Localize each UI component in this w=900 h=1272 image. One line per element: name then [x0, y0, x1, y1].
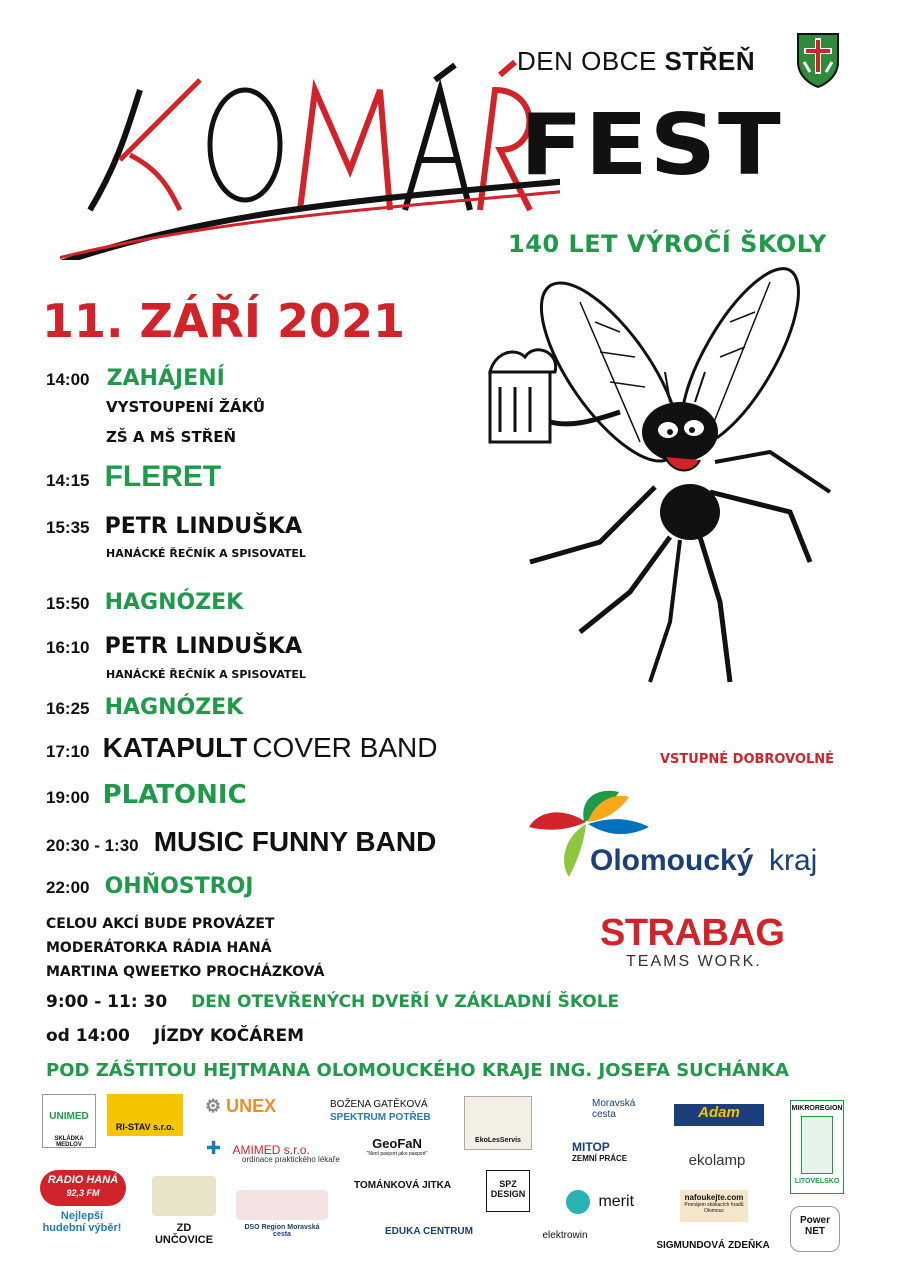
sponsor-eduka [384, 1226, 474, 1237]
sponsor-name: Moravská cesta [592, 1098, 636, 1120]
sponsor-elektrowin [530, 1230, 600, 1241]
sponsor-sub: SPEKTRUM POTŘEB [330, 1112, 431, 1123]
program-row-9 [46, 826, 436, 858]
program-row-7 [46, 732, 437, 764]
sponsor-sub: Pronájem skákacích hradů Olomouc [684, 1202, 744, 1214]
olk-name: Olomoucký [590, 844, 754, 877]
program-row-10 [46, 874, 254, 899]
sponsor-moravska [566, 1098, 656, 1120]
sponsor-name: Adam [698, 1104, 740, 1121]
strabag-tagline: TEAMS WORK. [626, 953, 762, 970]
sponsor-nafoukejte [680, 1190, 748, 1222]
program-row-5 [46, 634, 302, 659]
moderator-line: CELOU AKCÍ BUDE PROVÁZET [46, 916, 275, 932]
sponsor-zd [152, 1176, 216, 1246]
fest-title: FEST [520, 96, 783, 195]
sponsor-name: ekolamp [688, 1152, 746, 1169]
sponsor-name: RADIO HANÁ [47, 1174, 119, 1186]
program-act: HAGNÓZEK [104, 590, 244, 615]
sponsor-name: merit [598, 1193, 635, 1211]
program-row-3 [46, 514, 302, 539]
sponsor-sub: LITOVELSKO [794, 1178, 840, 1185]
sponsor-name: elektrowin [542, 1230, 588, 1241]
program-act: ZAHÁJENÍ [106, 366, 225, 391]
sponsor-unimed [42, 1094, 96, 1148]
sponsor-unex: ⚙ UNEX [205, 1096, 277, 1116]
program-act: PETR LINDUŠKA [104, 514, 302, 539]
komar-title-script [60, 60, 560, 260]
program-time: 14:00 [46, 370, 90, 389]
sponsor-ristav [107, 1094, 183, 1136]
extra-time: 9:00 - 11: 30 [46, 992, 168, 1012]
program-act: PETR LINDUŠKA [104, 634, 302, 659]
sponsor-sub: ZEMNÍ PRÁCE [572, 1154, 628, 1163]
entry-note: VSTUPNÉ DOBROVOLNÉ [660, 752, 835, 767]
sponsor-sub: "Není pasport jako pasport" [366, 1151, 428, 1157]
sponsor-name: UNEX [226, 1096, 277, 1116]
sponsor-name: RI-STAV s.r.o. [115, 1122, 175, 1132]
den-obce-prefix: DEN OBCE [517, 46, 657, 76]
program-act: FLERET [104, 460, 222, 493]
radio-badge [40, 1170, 126, 1206]
sponsor-mitop [572, 1140, 652, 1163]
program-act: PLATONIC [102, 780, 247, 810]
program-note: HANÁCKÉ ŘEČNÍK A SPISOVATEL [106, 547, 306, 560]
program-time: 19:00 [46, 788, 90, 807]
sponsor-tomankova [354, 1180, 454, 1191]
program-act-suffix: COVER BAND [252, 732, 438, 763]
olomoucky-kraj-logo [524, 782, 834, 882]
extra-text: JÍZDY KOČÁREM [153, 1026, 305, 1046]
moderator-line: MARTINA QWEETKO PROCHÁZKOVÁ [46, 964, 325, 980]
sponsor-amimed: ✚ AMIMED s.r.o. ordinace praktického lékaře [206, 1138, 346, 1164]
olk-kraj: kraj [769, 844, 818, 877]
sponsor-ekolamp [682, 1152, 752, 1169]
sponsor-name: AMIMED s.r.o. [232, 1143, 310, 1157]
sponsor-name: EkoLesServis [475, 1137, 521, 1144]
program-row-8 [46, 780, 247, 810]
sponsor-sub: SKLÁDKA MEDLOV [54, 1136, 84, 1148]
strabag-logo [600, 912, 800, 971]
sponsor-name: MIKROREGION [791, 1105, 843, 1112]
program-sub-line: VYSTOUPENÍ ŽÁKŮ [106, 398, 266, 416]
program-row-1 [46, 366, 225, 391]
extra-time: od 14:00 [46, 1026, 130, 1046]
program-row-2 [46, 460, 221, 494]
mosquito-illustration [470, 262, 840, 732]
program-act: KATAPULT [102, 732, 248, 763]
program-time: 15:35 [46, 518, 90, 537]
program-time: 15:50 [46, 594, 90, 613]
sponsor-ekoles [464, 1096, 532, 1150]
moderator-line: MODERÁTORKA RÁDIA HANÁ [46, 940, 272, 956]
program-time: 16:10 [46, 638, 90, 657]
program-row-4 [46, 590, 243, 615]
sponsor-name: BOŽENA GATĚKOVÁ [330, 1099, 428, 1110]
program-time: 17:10 [46, 742, 90, 761]
program-act: MUSIC FUNNY BAND [153, 826, 437, 857]
sponsor-name: nafoukejte.com [684, 1193, 744, 1202]
strabag-name: STRABAG [600, 912, 785, 954]
program-time: 22:00 [46, 878, 90, 897]
sponsor-spz [486, 1170, 530, 1212]
sponsor-litovelsko [790, 1100, 844, 1194]
sponsor-name: ZD UNČOVICE [154, 1222, 214, 1246]
anniversary-text: 140 LET VÝROČÍ ŠKOLY [508, 230, 827, 258]
sponsor-dso [236, 1190, 328, 1238]
program-time: 16:25 [46, 699, 90, 718]
sponsor-name: UNIMED [49, 1111, 89, 1122]
patronage-text: POD ZÁŠTITOU HEJTMANA OLOMOUCKÉHO KRAJE ING. JOSEFA SUCHÁNKA [46, 1060, 789, 1081]
sponsor-name: EDUKA CENTRUM [385, 1226, 473, 1237]
komar-text: KOMÁR [60, 60, 64, 61]
program-act: OHŇOSTROJ [104, 874, 254, 899]
moderator-info [46, 912, 325, 984]
sponsor-geofan [366, 1136, 428, 1157]
sponsor-name: Power NET [799, 1215, 830, 1237]
program-act: HAGNÓZEK [104, 695, 244, 720]
sponsor-name: TOMÁNKOVÁ JITKA [354, 1180, 452, 1191]
program-time: 20:30 - 1:30 [46, 836, 139, 855]
program-sub-line: ZŠ A MŠ STŘEŇ [106, 428, 237, 446]
village-crest-icon [796, 32, 840, 88]
sponsor-name: DSO Region Moravská cesta [244, 1224, 320, 1238]
sponsor-name: MITOP [572, 1140, 610, 1154]
sponsor-name: SIGMUNDOVÁ ZDEŇKA [656, 1240, 770, 1251]
sponsor-radio-hana [40, 1170, 130, 1234]
sponsor-adam [674, 1104, 764, 1126]
sponsor-powernet [790, 1206, 840, 1252]
sponsor-sigmundova [648, 1240, 778, 1251]
program-note: HANÁCKÉ ŘEČNÍK A SPISOVATEL [106, 668, 306, 681]
extra-text: DEN OTEVŘENÝCH DVEŘÍ V ZÁKLADNÍ ŠKOLE [191, 992, 620, 1012]
sponsor-name: SPZ DESIGN [490, 1179, 526, 1199]
radio-frequency: 92,3 FM [66, 1188, 100, 1198]
sponsor-sub: Nejlepší hudební výběr! [42, 1210, 122, 1234]
sponsor-name: GeoFaN [372, 1136, 422, 1151]
event-date: 11. ZÁŘÍ 2021 [42, 294, 406, 348]
program-time: 14:15 [46, 471, 90, 490]
extra-row-2 [46, 1026, 304, 1046]
extra-row-1 [46, 992, 619, 1012]
village-name: STŘEŇ [664, 46, 756, 76]
program-row-6 [46, 695, 243, 720]
sponsor-gatekova [330, 1098, 440, 1124]
sponsor-sub: ordinace praktického lékaře [242, 1155, 340, 1164]
sponsor-merit [566, 1190, 654, 1214]
